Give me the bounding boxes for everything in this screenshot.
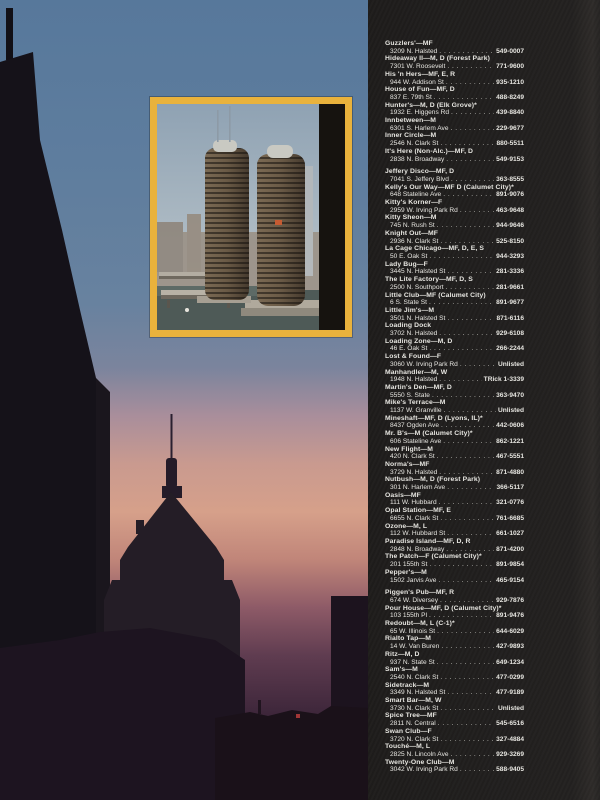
venue-name: Kitty's Korner—F: [385, 199, 443, 207]
venue-phone: Unlisted: [497, 407, 524, 415]
directory-entry: [385, 245, 524, 260]
venue-phone: 442-0606: [496, 422, 524, 430]
venue-name: Lady Bug—F: [385, 260, 428, 268]
venue-phone: 229-9677: [496, 124, 524, 132]
venue-name: Loading Dock: [385, 322, 432, 330]
dot-leader: [447, 530, 494, 538]
venue-name: Smart Bar—M, W: [385, 697, 442, 705]
venue-phone: 463-9648: [496, 206, 524, 214]
venue-name: Mr. B's—M (Calumet City)*: [385, 430, 473, 438]
venue-address: 6 S. State St: [390, 299, 428, 307]
dot-leader: [429, 299, 494, 307]
directory-entry: [385, 697, 524, 712]
dot-leader: [451, 109, 494, 117]
dot-leader: [434, 94, 494, 102]
venue-name: New Flight—M: [385, 445, 434, 453]
venue-address: 46 E. Oak St: [390, 345, 428, 353]
venue-address: 65 W. Illinois St: [390, 627, 436, 635]
venue-address: 3501 N. Halsted St: [390, 314, 446, 322]
inset-boat: [185, 308, 189, 312]
directory-entry: [385, 322, 524, 337]
venue-address: 50 E. Oak St: [390, 252, 428, 260]
directory-entry: [385, 184, 524, 199]
venue-phone: 891-9677: [496, 299, 524, 307]
venue-address: 1502 Jarvis Ave: [390, 576, 437, 584]
directory-entry: [385, 620, 524, 635]
venue-address: 201 155th St: [390, 561, 428, 569]
venue-name: Manhandler—M, W: [385, 368, 448, 376]
venue-name: Oasis—MF: [385, 491, 421, 499]
venue-phone: 771-9600: [496, 63, 524, 71]
venue-name: Guzzlers'—MF: [385, 40, 433, 47]
directory-entry: [385, 743, 524, 758]
venue-name: Paradise Island—MF, D, R: [385, 538, 471, 545]
dot-leader: [439, 499, 494, 507]
venue-name: Sam's—M: [385, 666, 418, 674]
venue-address: 2546 N. Clark St: [390, 140, 439, 148]
venue-address: 2500 N. Southport: [390, 283, 444, 291]
dot-leader: [440, 238, 494, 246]
venue-phone: 427-9893: [496, 643, 524, 651]
venue-name: Knight Out—MF: [385, 229, 439, 237]
venue-name: Inner Circle—M: [385, 132, 437, 140]
venue-address: 3209 N. Halsted: [390, 47, 438, 55]
venue-address: 2825 N. Lincoln Ave: [390, 750, 449, 758]
directory-panel: [368, 0, 600, 800]
dot-leader: [439, 48, 494, 56]
directory-entry: [385, 117, 524, 132]
venue-phone: 880-5511: [496, 140, 524, 148]
dot-leader: [437, 222, 494, 230]
venue-address: 1932 E. Higgens Rd: [390, 109, 450, 117]
directory-entry: [385, 553, 524, 568]
directory-entry: [385, 523, 524, 538]
venue-address: 6655 N. Clark St: [390, 514, 439, 522]
directory-entry: [385, 712, 524, 727]
venue-phone: 929-7876: [496, 596, 524, 604]
venue-phone: 363-9470: [496, 391, 524, 399]
venue-address: 2811 N. Central: [390, 720, 436, 728]
dot-leader: [439, 330, 494, 338]
venue-phone: 363-8555: [496, 175, 524, 183]
venue-phone: 891-9476: [496, 612, 524, 620]
venue-phone: 549-9153: [496, 155, 524, 163]
venue-phone: 871-4200: [496, 545, 524, 553]
venue-name: Norma's—MF: [385, 460, 430, 468]
dot-leader: [440, 140, 494, 148]
venue-name: Hunter's—M, D (Elk Grove)*: [385, 101, 477, 109]
dot-leader: [439, 376, 481, 384]
venue-address: 3349 N. Halsted St: [390, 689, 446, 697]
venue-address: 3720 N. Clark St: [390, 735, 439, 743]
venue-name: Pour House—MF, D (Calumet City)*: [385, 604, 502, 612]
venue-phone: 929-6108: [496, 330, 524, 338]
directory-entry: [385, 399, 524, 414]
dot-leader: [429, 253, 494, 261]
red-light-dot: [296, 714, 300, 718]
dot-leader: [443, 191, 494, 199]
venue-address: 3060 W. Irving Park Rd: [390, 360, 458, 368]
directory-entry: [385, 353, 524, 368]
directory-entry: [385, 446, 524, 461]
venue-phone: 761-6685: [496, 514, 524, 522]
venue-address: 2936 N. Clark St: [390, 237, 439, 245]
venue-address: 8437 Ogden Ave: [390, 422, 440, 430]
venue-phone: Unlisted: [497, 704, 524, 712]
venue-name: Nutbush—M, D (Forest Park): [385, 476, 481, 484]
dot-leader: [446, 156, 494, 164]
venue-address: 3730 N. Clark St: [390, 704, 439, 712]
venue-address: 837 E. 79th St: [390, 93, 432, 101]
venue-name: House of Fun—MF, D: [385, 86, 455, 94]
dot-leader: [460, 361, 496, 369]
venue-address: 111 W. Hubbard: [390, 499, 437, 507]
venue-address: 6301 S. Harlem Ave: [390, 124, 449, 132]
venue-phone: 549-0007: [496, 47, 524, 55]
directory-entry: [385, 71, 524, 86]
venue-name: Kitty Sheon—M: [385, 214, 437, 222]
directory-entry: [385, 132, 524, 147]
venue-address: 937 N. State St: [390, 658, 435, 666]
dot-leader: [460, 766, 494, 774]
directory-entry: [385, 86, 524, 101]
dot-leader: [432, 392, 494, 400]
dot-leader: [437, 628, 494, 636]
venue-name: Martin's Den—MF, D: [385, 383, 452, 391]
dot-leader: [437, 659, 494, 667]
directory-entry: [385, 102, 524, 117]
venue-name: Twenty-One Club—M: [385, 758, 455, 766]
directory-entry: [385, 476, 524, 491]
venue-phone: 588-9405: [496, 766, 524, 774]
venue-address: 420 N. Clark St: [390, 453, 435, 461]
dot-leader: [440, 736, 494, 744]
venue-address: 2540 N. Clark St: [390, 673, 439, 681]
directory-entry: [385, 728, 524, 743]
directory-entry: [385, 461, 524, 476]
venue-address: 2959 W. Irving Park Rd: [390, 206, 458, 214]
venue-name: Redoubt—M, L (C-1)*: [385, 620, 455, 628]
venue-phone: 281-3336: [496, 268, 524, 276]
venue-address: 674 W. Diversey: [390, 596, 439, 604]
venue-name: Jeffery Disco—MF, D: [385, 168, 455, 176]
dot-leader: [437, 453, 494, 461]
venue-phone: 266-2244: [496, 345, 524, 353]
directory-entry: [385, 666, 524, 681]
venue-name: Little Jim's—M: [385, 306, 435, 314]
directory-entry: [385, 651, 524, 666]
venue-phone: 465-9154: [496, 576, 524, 584]
directory-entry: [385, 338, 524, 353]
dot-leader: [460, 207, 494, 215]
dot-leader: [446, 79, 494, 87]
dot-leader: [439, 469, 494, 477]
directory-entry: [385, 369, 524, 384]
venue-address: 103 155th Pl: [390, 612, 428, 620]
venue-phone: 321-0776: [496, 499, 524, 507]
venue-name: Mineshaft—MF, D (Lyons, IL)*: [385, 414, 483, 422]
venue-address: 944 W. Addison St: [390, 78, 444, 86]
venue-address: 5550 S. State: [390, 391, 430, 399]
dot-leader: [440, 597, 494, 605]
directory-entry: [385, 168, 524, 183]
venue-address: 7041 S. Jeffery Blvd: [390, 175, 449, 183]
venue-name: La Cage Chicago—MF, D, E, S: [385, 245, 485, 253]
venue-name: It's Here (Non-Alc.)—MF, D: [385, 147, 474, 155]
directory-entry: [385, 589, 524, 604]
directory-list: [385, 40, 524, 774]
directory-entry: [385, 199, 524, 214]
dot-leader: [443, 438, 494, 446]
venue-name: Pepper's—M: [385, 568, 427, 576]
venue-phone: TRick 1-3339: [483, 376, 524, 384]
venue-address: 2838 N. Broadway: [390, 155, 445, 163]
directory-entry: [385, 214, 524, 229]
dot-leader: [438, 720, 494, 728]
directory-entry: [385, 759, 524, 774]
directory-entry: [385, 415, 524, 430]
venue-address: 3702 N. Halsted: [390, 330, 438, 338]
venue-phone: 644-6029: [496, 627, 524, 635]
venue-phone: 871-6116: [496, 314, 524, 322]
venue-address: 301 N. Harlem Ave: [390, 484, 446, 492]
dot-leader: [440, 705, 496, 713]
dot-leader: [447, 315, 494, 323]
inset-right-building: [319, 104, 345, 330]
directory-entry: [385, 538, 524, 553]
venue-phone: 871-4880: [496, 468, 524, 476]
venue-name: Kelly's Our Way—MF D (Calumet City)*: [385, 183, 514, 191]
directory-entry: [385, 276, 524, 291]
venue-name: His 'n Hers—MF, E, R: [385, 70, 456, 78]
venue-phone: 477-0299: [496, 673, 524, 681]
venue-phone: 944-3293: [496, 252, 524, 260]
venue-name: The Patch—F (Calumet City)*: [385, 553, 482, 561]
venue-phone: 439-8840: [496, 109, 524, 117]
venue-address: 1137 W. Granville: [390, 407, 442, 415]
venue-name: Ritz—M, D: [385, 650, 420, 658]
venue-name: Hideaway II—M, D (Forest Park): [385, 55, 490, 63]
venue-phone: 545-6516: [496, 720, 524, 728]
venue-phone: 649-1234: [496, 658, 524, 666]
venue-address: 3729 N. Halsted: [390, 468, 438, 476]
venue-phone: 935-1210: [496, 78, 524, 86]
dot-leader: [440, 515, 494, 523]
dot-leader: [438, 577, 494, 585]
venue-address: 2848 N. Broadway: [390, 545, 445, 553]
venue-name: Piggen's Pub—MF, R: [385, 589, 455, 597]
directory-entry: [385, 148, 524, 163]
venue-address: 112 W. Hubbard St: [390, 530, 446, 538]
venue-address: 1948 N. Halsted: [390, 376, 438, 384]
venue-name: Touché—M, L: [385, 743, 431, 751]
venue-name: Sidetrack—M: [385, 681, 430, 689]
marina-city-scene: [157, 104, 345, 330]
venue-phone: 467-5551: [496, 453, 524, 461]
venue-name: Mike's Terrace—M: [385, 399, 446, 407]
directory-entry: [385, 40, 524, 55]
directory-entry: [385, 261, 524, 276]
venue-name: Spice Tree—MF: [385, 712, 437, 720]
venue-name: Opal Station—MF, E: [385, 507, 451, 515]
directory-entry: [385, 492, 524, 507]
dot-leader: [447, 63, 494, 71]
directory-entry: [385, 635, 524, 650]
inset-orange-window: [275, 220, 282, 225]
venue-phone: 525-8150: [496, 237, 524, 245]
directory-entry: [385, 430, 524, 445]
venue-name: Little Club—MF (Calumet City): [385, 291, 486, 299]
venue-name: The Lite Factory—MF, D, S: [385, 276, 473, 284]
directory-entry: [385, 384, 524, 399]
dot-leader: [440, 674, 494, 682]
directory-entry: [385, 682, 524, 697]
directory-entry: [385, 569, 524, 584]
dot-leader: [446, 546, 494, 554]
venue-phone: 366-5117: [496, 484, 524, 492]
venue-address: 7301 W. Roosevelt: [390, 63, 446, 71]
venue-address: 745 N. Rush St: [390, 222, 435, 230]
venue-phone: 862-1221: [496, 437, 524, 445]
dot-leader: [446, 284, 495, 292]
directory-entry: [385, 605, 524, 620]
venue-phone: 891-9076: [496, 191, 524, 199]
directory-entry: [385, 307, 524, 322]
venue-address: 648 Stateline Ave: [390, 191, 442, 199]
dot-leader: [451, 751, 495, 759]
directory-entry: [385, 507, 524, 522]
venue-phone: 891-9854: [496, 561, 524, 569]
dot-leader: [451, 176, 494, 184]
directory-entry: [385, 292, 524, 307]
dot-leader: [447, 268, 494, 276]
dot-leader: [447, 689, 494, 697]
venue-phone: 281-9661: [496, 283, 524, 291]
venue-name: Swan Club—F: [385, 727, 432, 735]
venue-address: 606 Stateline Ave: [390, 437, 442, 445]
venue-name: Lost & Found—F: [385, 353, 442, 361]
marina-city-inset: [150, 97, 352, 337]
venue-phone: Unlisted: [497, 360, 524, 368]
venue-name: Rialto Tap—M: [385, 635, 432, 643]
dot-leader: [429, 612, 494, 620]
dot-leader: [451, 125, 495, 133]
directory-entry: [385, 55, 524, 70]
venue-phone: 929-3269: [496, 750, 524, 758]
venue-address: 14 W. Van Buren: [390, 643, 440, 651]
venue-phone: 944-9646: [496, 222, 524, 230]
directory-entry: [385, 230, 524, 245]
venue-name: Innbetween—M: [385, 117, 437, 125]
dot-leader: [441, 643, 494, 651]
venue-address: 3445 N. Halsted St: [390, 268, 446, 276]
venue-phone: 661-1027: [496, 530, 524, 538]
dot-leader: [444, 407, 496, 415]
venue-phone: 477-9189: [496, 689, 524, 697]
venue-address: 3042 W. Irving Park Rd: [390, 766, 458, 774]
venue-name: Loading Zone—M, D: [385, 337, 453, 345]
venue-phone: 488-8249: [496, 93, 524, 101]
dot-leader: [447, 484, 494, 492]
venue-phone: 327-4884: [496, 735, 524, 743]
venue-name: Ozone—M, L: [385, 522, 428, 530]
dot-leader: [429, 345, 494, 353]
dot-leader: [429, 561, 494, 569]
dot-leader: [441, 422, 494, 430]
